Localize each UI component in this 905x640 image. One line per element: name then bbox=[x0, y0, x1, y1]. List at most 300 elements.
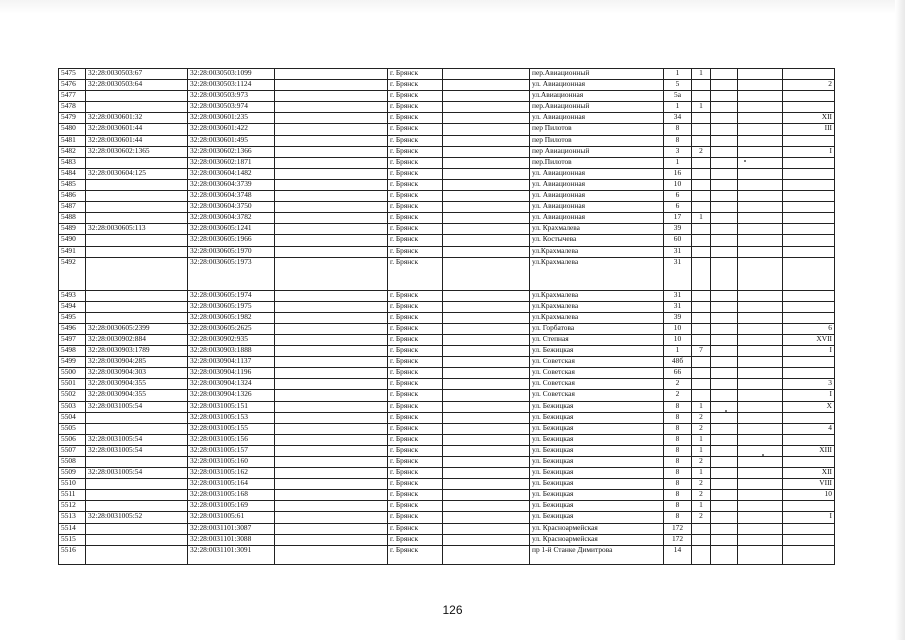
level-cell bbox=[711, 346, 738, 357]
building-cadastral-cell: 32:28:0030605:1975 bbox=[188, 301, 275, 312]
building-number-cell: XII bbox=[783, 468, 835, 479]
building-cadastral-cell: 32:28:0031005:160 bbox=[188, 457, 275, 468]
empty-cell bbox=[443, 179, 530, 190]
building-number-cell bbox=[783, 235, 835, 246]
empty-cell bbox=[443, 312, 530, 323]
empty-cell bbox=[738, 202, 783, 213]
level-cell bbox=[711, 379, 738, 390]
level-cell bbox=[711, 257, 738, 290]
street-cell: ул. Степная bbox=[530, 334, 664, 345]
level-cell bbox=[711, 157, 738, 168]
empty-cell bbox=[443, 334, 530, 345]
house-number-cell: 3 bbox=[664, 146, 692, 157]
empty-cell bbox=[443, 401, 530, 412]
empty-cell bbox=[738, 213, 783, 224]
empty-cell bbox=[275, 191, 388, 202]
house-number-cell: 1 bbox=[664, 157, 692, 168]
house-number-cell: 8 bbox=[664, 124, 692, 135]
house-number-cell: 31 bbox=[664, 257, 692, 290]
building-number-cell: VIII bbox=[783, 479, 835, 490]
parcel-cadastral-cell: 32:28:0030605:2399 bbox=[86, 323, 188, 334]
house-number-cell: 6 bbox=[664, 191, 692, 202]
building-number-cell bbox=[783, 102, 835, 113]
level-cell bbox=[692, 224, 711, 235]
house-number-cell: 8 bbox=[664, 434, 692, 445]
street-cell: ул. Авиационная bbox=[530, 202, 664, 213]
parcel-cadastral-cell: 32:28:0030904:303 bbox=[86, 368, 188, 379]
city-cell: г. Брянск bbox=[388, 179, 443, 190]
empty-cell bbox=[275, 434, 388, 445]
empty-cell bbox=[738, 135, 783, 146]
building-number-cell bbox=[783, 534, 835, 545]
empty-cell bbox=[275, 490, 388, 501]
parcel-cadastral-cell bbox=[86, 423, 188, 434]
table-row bbox=[59, 390, 835, 401]
row-number-cell: 5501 bbox=[59, 379, 86, 390]
parcel-cadastral-cell bbox=[86, 179, 188, 190]
parcel-cadastral-cell: 32:28:0031005:54 bbox=[86, 434, 188, 445]
street-cell: ул.Крахмалева bbox=[530, 290, 664, 301]
empty-cell bbox=[443, 368, 530, 379]
level-cell bbox=[711, 102, 738, 113]
empty-cell bbox=[275, 257, 388, 290]
level-cell bbox=[692, 368, 711, 379]
empty-cell bbox=[738, 534, 783, 545]
level-cell bbox=[711, 191, 738, 202]
building-cadastral-cell: 32:28:0030503:973 bbox=[188, 91, 275, 102]
table-row bbox=[59, 423, 835, 434]
row-number-cell: 5480 bbox=[59, 124, 86, 135]
building-number-cell: 6 bbox=[783, 323, 835, 334]
city-cell: г. Брянск bbox=[388, 135, 443, 146]
parcel-cadastral-cell bbox=[86, 290, 188, 301]
empty-cell bbox=[443, 80, 530, 91]
level-cell bbox=[692, 179, 711, 190]
house-number-cell: 2 bbox=[664, 390, 692, 401]
empty-cell bbox=[443, 146, 530, 157]
city-cell: г. Брянск bbox=[388, 346, 443, 357]
street-cell: ул. Бежицкая bbox=[530, 346, 664, 357]
empty-cell bbox=[443, 157, 530, 168]
empty-cell bbox=[738, 179, 783, 190]
street-cell: ул. Бежицкая bbox=[530, 512, 664, 523]
building-number-cell bbox=[783, 434, 835, 445]
empty-cell bbox=[443, 102, 530, 113]
house-number-cell: 16 bbox=[664, 168, 692, 179]
street-cell: ул. Бежицкая bbox=[530, 479, 664, 490]
row-number-cell: 5490 bbox=[59, 235, 86, 246]
house-number-cell: 1 bbox=[664, 102, 692, 113]
city-cell: г. Брянск bbox=[388, 334, 443, 345]
level-cell bbox=[711, 168, 738, 179]
empty-cell bbox=[275, 246, 388, 257]
building-cadastral-cell: 32:28:0031005:155 bbox=[188, 423, 275, 434]
city-cell: г. Брянск bbox=[388, 490, 443, 501]
building-cadastral-cell: 32:28:0030904:1324 bbox=[188, 379, 275, 390]
empty-cell bbox=[443, 191, 530, 202]
empty-cell bbox=[275, 545, 388, 564]
building-cadastral-cell: 32:28:0031005:153 bbox=[188, 412, 275, 423]
building-number-cell: XIII bbox=[783, 445, 835, 456]
parcel-cadastral-cell bbox=[86, 246, 188, 257]
row-number-cell: 5478 bbox=[59, 102, 86, 113]
empty-cell bbox=[275, 135, 388, 146]
empty-cell bbox=[275, 235, 388, 246]
building-number-cell bbox=[783, 457, 835, 468]
building-number-cell bbox=[783, 202, 835, 213]
parcel-cadastral-cell bbox=[86, 91, 188, 102]
level-cell bbox=[711, 457, 738, 468]
level-cell bbox=[692, 301, 711, 312]
level-cell bbox=[711, 80, 738, 91]
level-cell bbox=[711, 312, 738, 323]
empty-cell bbox=[275, 534, 388, 545]
parcel-cadastral-cell: 32:28:0030903:1789 bbox=[86, 346, 188, 357]
level-cell bbox=[692, 235, 711, 246]
empty-cell bbox=[738, 346, 783, 357]
empty-cell bbox=[443, 457, 530, 468]
city-cell: г. Брянск bbox=[388, 523, 443, 534]
street-cell: ул. Бежицкая bbox=[530, 401, 664, 412]
row-number-cell: 5489 bbox=[59, 224, 86, 235]
level-cell bbox=[711, 334, 738, 345]
parcel-cadastral-cell bbox=[86, 235, 188, 246]
street-cell: ул. Бежицкая bbox=[530, 434, 664, 445]
street-cell: ул. Бежицкая bbox=[530, 468, 664, 479]
city-cell: г. Брянск bbox=[388, 368, 443, 379]
level-cell bbox=[711, 235, 738, 246]
parcel-cadastral-cell: 32:28:0030902:884 bbox=[86, 334, 188, 345]
street-cell: ул. Советская bbox=[530, 379, 664, 390]
empty-cell bbox=[738, 146, 783, 157]
level-cell: 1 bbox=[692, 102, 711, 113]
street-cell: ул. Крахмалева bbox=[530, 224, 664, 235]
street-cell: ул. Советская bbox=[530, 368, 664, 379]
building-cadastral-cell: 32:28:0030602:1366 bbox=[188, 146, 275, 157]
row-number-cell: 5499 bbox=[59, 357, 86, 368]
level-cell bbox=[711, 135, 738, 146]
empty-cell bbox=[275, 312, 388, 323]
level-cell bbox=[692, 202, 711, 213]
empty-cell bbox=[443, 390, 530, 401]
city-cell: г. Брянск bbox=[388, 202, 443, 213]
table-row bbox=[59, 224, 835, 235]
level-cell bbox=[692, 312, 711, 323]
building-cadastral-cell: 32:28:0030601:422 bbox=[188, 124, 275, 135]
table-row bbox=[59, 257, 835, 290]
empty-cell bbox=[443, 168, 530, 179]
house-number-cell: 34 bbox=[664, 113, 692, 124]
street-cell: ул. Бежицкая bbox=[530, 423, 664, 434]
table-row bbox=[59, 69, 835, 80]
house-number-cell: 8 bbox=[664, 457, 692, 468]
house-number-cell: 2 bbox=[664, 379, 692, 390]
empty-cell bbox=[738, 157, 783, 168]
empty-cell bbox=[443, 423, 530, 434]
level-cell: 1 bbox=[692, 213, 711, 224]
table-row bbox=[59, 323, 835, 334]
empty-cell bbox=[738, 412, 783, 423]
building-number-cell: I bbox=[783, 390, 835, 401]
level-cell bbox=[711, 523, 738, 534]
table-row bbox=[59, 501, 835, 512]
level-cell: 2 bbox=[692, 146, 711, 157]
building-cadastral-cell: 32:28:0030503:974 bbox=[188, 102, 275, 113]
building-number-cell bbox=[783, 523, 835, 534]
level-cell bbox=[692, 124, 711, 135]
empty-cell bbox=[275, 102, 388, 113]
building-cadastral-cell: 32:28:0030605:1241 bbox=[188, 224, 275, 235]
building-cadastral-cell: 32:28:0031005:162 bbox=[188, 468, 275, 479]
row-number-cell: 5497 bbox=[59, 334, 86, 345]
empty-cell bbox=[275, 179, 388, 190]
street-cell: ул. Бежицкая bbox=[530, 501, 664, 512]
empty-cell bbox=[443, 545, 530, 564]
row-number-cell: 5485 bbox=[59, 179, 86, 190]
city-cell: г. Брянск bbox=[388, 113, 443, 124]
table-row bbox=[59, 157, 835, 168]
city-cell: г. Брянск bbox=[388, 91, 443, 102]
street-cell: ул. Советская bbox=[530, 357, 664, 368]
parcel-cadastral-cell: 32:28:0030601:44 bbox=[86, 124, 188, 135]
building-number-cell: XVII bbox=[783, 334, 835, 345]
empty-cell bbox=[738, 401, 783, 412]
table-row bbox=[59, 168, 835, 179]
parcel-cadastral-cell: 32:28:0030601:32 bbox=[86, 113, 188, 124]
empty-cell bbox=[275, 357, 388, 368]
house-number-cell: 8 bbox=[664, 512, 692, 523]
row-number-cell: 5488 bbox=[59, 213, 86, 224]
street-cell: ул. Бежицкая bbox=[530, 457, 664, 468]
empty-cell bbox=[275, 224, 388, 235]
building-number-cell bbox=[783, 213, 835, 224]
empty-cell bbox=[443, 346, 530, 357]
row-number-cell: 5479 bbox=[59, 113, 86, 124]
street-cell: ул.Крахмалева bbox=[530, 301, 664, 312]
building-number-cell: 10 bbox=[783, 490, 835, 501]
empty-cell bbox=[443, 113, 530, 124]
level-cell bbox=[711, 246, 738, 257]
building-cadastral-cell: 32:28:0031005:157 bbox=[188, 445, 275, 456]
house-number-cell: 8 bbox=[664, 468, 692, 479]
empty-cell bbox=[443, 379, 530, 390]
building-cadastral-cell: 32:28:0030903:1888 bbox=[188, 346, 275, 357]
city-cell: г. Брянск bbox=[388, 390, 443, 401]
level-cell bbox=[692, 191, 711, 202]
empty-cell bbox=[443, 135, 530, 146]
street-cell: ул. Авиационная bbox=[530, 168, 664, 179]
empty-cell bbox=[443, 412, 530, 423]
empty-cell bbox=[275, 445, 388, 456]
row-number-cell: 5510 bbox=[59, 479, 86, 490]
building-cadastral-cell: 32:28:0030503:1099 bbox=[188, 69, 275, 80]
empty-cell bbox=[443, 445, 530, 456]
parcel-cadastral-cell bbox=[86, 157, 188, 168]
city-cell: г. Брянск bbox=[388, 124, 443, 135]
street-cell: ул. Бежицкая bbox=[530, 490, 664, 501]
level-cell bbox=[692, 523, 711, 534]
level-cell bbox=[711, 445, 738, 456]
table-row bbox=[59, 346, 835, 357]
level-cell: 1 bbox=[692, 401, 711, 412]
parcel-cadastral-cell: 32:28:0030904:355 bbox=[86, 379, 188, 390]
house-number-cell: 39 bbox=[664, 312, 692, 323]
level-cell bbox=[692, 545, 711, 564]
level-cell bbox=[711, 390, 738, 401]
building-cadastral-cell: 32:28:0030503:1124 bbox=[188, 80, 275, 91]
empty-cell bbox=[275, 379, 388, 390]
row-number-cell: 5500 bbox=[59, 368, 86, 379]
empty-cell bbox=[443, 357, 530, 368]
table-row bbox=[59, 401, 835, 412]
street-cell: пер Пилотов bbox=[530, 135, 664, 146]
level-cell bbox=[711, 69, 738, 80]
building-number-cell bbox=[783, 357, 835, 368]
row-number-cell: 5495 bbox=[59, 312, 86, 323]
city-cell: г. Брянск bbox=[388, 534, 443, 545]
house-number-cell: 6 bbox=[664, 202, 692, 213]
house-number-cell: 14 bbox=[664, 545, 692, 564]
house-number-cell: 1 bbox=[664, 69, 692, 80]
empty-cell bbox=[275, 468, 388, 479]
row-number-cell: 5503 bbox=[59, 401, 86, 412]
building-cadastral-cell: 32:28:0030604:3782 bbox=[188, 213, 275, 224]
empty-cell bbox=[443, 224, 530, 235]
building-cadastral-cell: 32:28:0031005:169 bbox=[188, 501, 275, 512]
building-number-cell: 3 bbox=[783, 379, 835, 390]
empty-cell bbox=[738, 113, 783, 124]
house-number-cell: 8 bbox=[664, 412, 692, 423]
empty-cell bbox=[738, 545, 783, 564]
building-number-cell bbox=[783, 191, 835, 202]
building-number-cell bbox=[783, 91, 835, 102]
house-number-cell: 66 bbox=[664, 368, 692, 379]
level-cell bbox=[692, 334, 711, 345]
empty-cell bbox=[275, 401, 388, 412]
parcel-cadastral-cell bbox=[86, 534, 188, 545]
parcel-cadastral-cell: 32:28:0030503:64 bbox=[86, 80, 188, 91]
parcel-cadastral-cell: 32:28:0031005:54 bbox=[86, 445, 188, 456]
empty-cell bbox=[738, 379, 783, 390]
building-cadastral-cell: 32:28:0030605:1974 bbox=[188, 290, 275, 301]
house-number-cell: 8 bbox=[664, 135, 692, 146]
level-cell bbox=[711, 501, 738, 512]
street-cell: пер Авиационный bbox=[530, 146, 664, 157]
building-number-cell bbox=[783, 179, 835, 190]
empty-cell bbox=[443, 523, 530, 534]
empty-cell bbox=[738, 91, 783, 102]
table-row bbox=[59, 91, 835, 102]
registry-body bbox=[59, 69, 835, 565]
table-row bbox=[59, 512, 835, 523]
empty-cell bbox=[738, 235, 783, 246]
level-cell bbox=[711, 490, 738, 501]
parcel-cadastral-cell: 32:28:0030503:67 bbox=[86, 69, 188, 80]
city-cell: г. Брянск bbox=[388, 102, 443, 113]
level-cell bbox=[692, 135, 711, 146]
house-number-cell: 8 bbox=[664, 490, 692, 501]
scan-speck bbox=[725, 410, 727, 412]
level-cell bbox=[692, 113, 711, 124]
street-cell: пр 1-й Станке Димитрова bbox=[530, 545, 664, 564]
empty-cell bbox=[275, 457, 388, 468]
empty-cell bbox=[275, 168, 388, 179]
table-row bbox=[59, 334, 835, 345]
city-cell: г. Брянск bbox=[388, 379, 443, 390]
building-cadastral-cell: 32:28:0030601:495 bbox=[188, 135, 275, 146]
building-cadastral-cell: 32:28:0030601:235 bbox=[188, 113, 275, 124]
level-cell: 1 bbox=[692, 69, 711, 80]
level-cell: 1 bbox=[692, 445, 711, 456]
empty-cell bbox=[275, 80, 388, 91]
empty-cell bbox=[738, 434, 783, 445]
level-cell bbox=[711, 301, 738, 312]
level-cell bbox=[692, 390, 711, 401]
parcel-cadastral-cell bbox=[86, 191, 188, 202]
table-row bbox=[59, 179, 835, 190]
table-row bbox=[59, 135, 835, 146]
building-number-cell bbox=[783, 290, 835, 301]
empty-cell bbox=[738, 312, 783, 323]
row-number-cell: 5492 bbox=[59, 257, 86, 290]
city-cell: г. Брянск bbox=[388, 423, 443, 434]
empty-cell bbox=[275, 113, 388, 124]
level-cell bbox=[692, 290, 711, 301]
parcel-cadastral-cell: 32:28:0030601:44 bbox=[86, 135, 188, 146]
parcel-cadastral-cell: 32:28:0030904:355 bbox=[86, 390, 188, 401]
parcel-cadastral-cell bbox=[86, 545, 188, 564]
building-cadastral-cell: 32:28:0031005:164 bbox=[188, 479, 275, 490]
street-cell: ул.Крахмалева bbox=[530, 312, 664, 323]
table-row bbox=[59, 191, 835, 202]
empty-cell bbox=[443, 479, 530, 490]
parcel-cadastral-cell bbox=[86, 457, 188, 468]
house-number-cell: 172 bbox=[664, 534, 692, 545]
building-cadastral-cell: 32:28:0031005:168 bbox=[188, 490, 275, 501]
street-cell: ул. Горбатова bbox=[530, 323, 664, 334]
level-cell: 2 bbox=[692, 512, 711, 523]
parcel-cadastral-cell bbox=[86, 102, 188, 113]
row-number-cell: 5487 bbox=[59, 202, 86, 213]
city-cell: г. Брянск bbox=[388, 412, 443, 423]
empty-cell bbox=[275, 423, 388, 434]
city-cell: г. Брянск bbox=[388, 69, 443, 80]
street-cell: пер.Авиационный bbox=[530, 69, 664, 80]
level-cell bbox=[692, 357, 711, 368]
empty-cell bbox=[275, 213, 388, 224]
street-cell: ул. Красноармейская bbox=[530, 523, 664, 534]
empty-cell bbox=[738, 69, 783, 80]
table-row bbox=[59, 246, 835, 257]
row-number-cell: 5512 bbox=[59, 501, 86, 512]
empty-cell bbox=[275, 323, 388, 334]
level-cell bbox=[692, 168, 711, 179]
city-cell: г. Брянск bbox=[388, 479, 443, 490]
table-row bbox=[59, 312, 835, 323]
level-cell bbox=[711, 124, 738, 135]
table-row bbox=[59, 368, 835, 379]
street-cell: ул. Костычева bbox=[530, 235, 664, 246]
empty-cell bbox=[738, 168, 783, 179]
empty-cell bbox=[738, 423, 783, 434]
row-number-cell: 5475 bbox=[59, 69, 86, 80]
house-number-cell: 10 bbox=[664, 179, 692, 190]
empty-cell bbox=[275, 290, 388, 301]
row-number-cell: 5484 bbox=[59, 168, 86, 179]
row-number-cell: 5491 bbox=[59, 246, 86, 257]
city-cell: г. Брянск bbox=[388, 235, 443, 246]
empty-cell bbox=[738, 357, 783, 368]
